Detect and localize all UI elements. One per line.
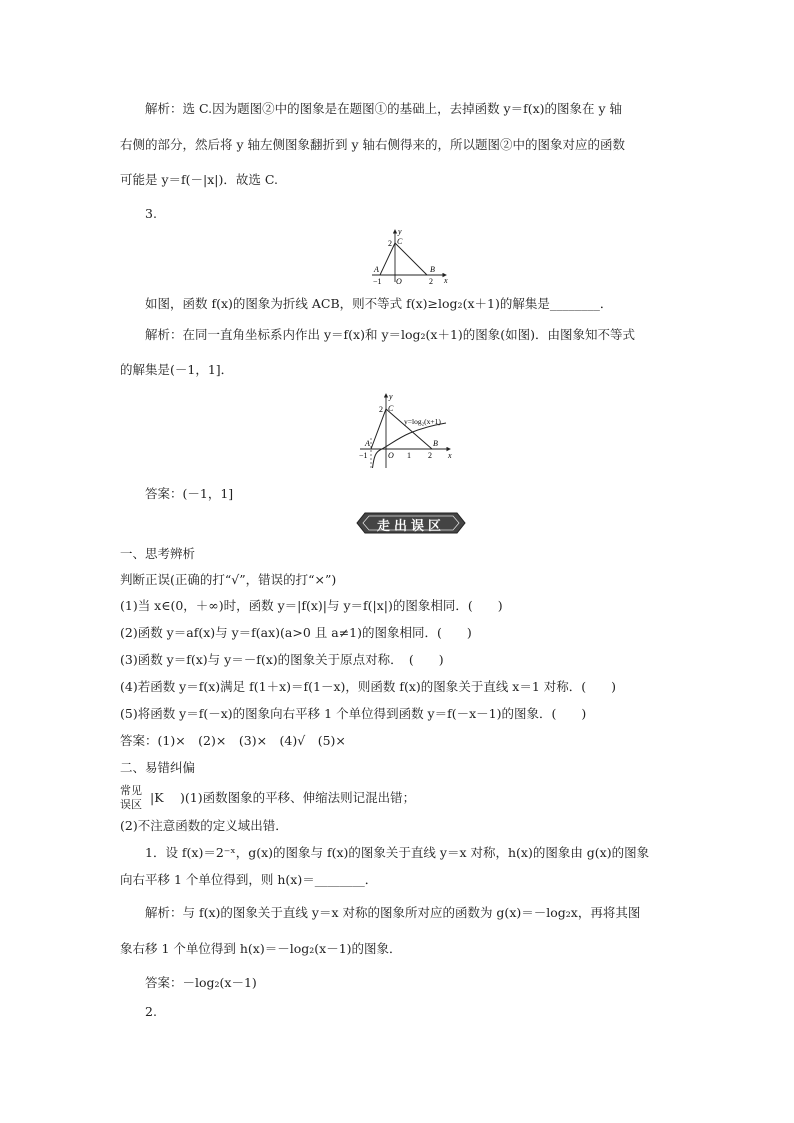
answer: 答案：(－1，1] <box>145 486 234 501</box>
solution-line: 解析：与 f(x)的图象关于直线 y＝x 对称的图象所对应的函数为 g(x)＝－log₂x，再将其图 <box>145 905 641 920</box>
answer: 答案：(1)× (2)× (3)× (4)√ (5)× <box>120 733 346 748</box>
x-axis-label: x <box>448 451 452 460</box>
solution-line: 象右移 1 个单位得到 h(x)＝－log₂(x－1)的图象． <box>120 941 402 956</box>
section-banner <box>355 510 467 536</box>
figure-polyline-and-log-curve <box>356 390 456 470</box>
solution-line: 解析：选 C.因为题图②中的图象是在题图①的基础上，去掉函数 y＝f(x)的图象在 y 轴 <box>145 101 623 116</box>
question-number: 3. <box>145 206 157 221</box>
error-point: (2)不注意函数的定义域出错． <box>120 818 288 833</box>
origin-label: O <box>388 451 394 460</box>
answer: 答案：－log₂(x－1) <box>145 975 257 990</box>
curve-label: y=log₂(x+1) <box>404 417 441 426</box>
error-tag-bottom: 误区 <box>120 798 142 811</box>
solution-line: 可能是 y＝f(－|x|)．故选 C. <box>120 172 278 187</box>
section-heading: 一、思考辨析 <box>120 546 196 561</box>
tick-label: −1 <box>373 277 382 286</box>
tick-label: 1 <box>407 451 411 460</box>
tick-label: 2 <box>388 239 392 248</box>
question-text: 如图，函数 f(x)的图象为折线 ACB，则不等式 f(x)≥log₂(x＋1)的解集是________． <box>145 296 613 311</box>
error-tag-mark: |K <box>150 790 164 805</box>
question-text: 1．设 f(x)＝2⁻ˣ，g(x)的图象与 f(x)的图象关于直线 y＝x 对称，h(x)的图象由 g(x)的图象 <box>145 845 650 860</box>
judgement-item: (2)函数 y＝af(x)与 y＝f(ax)(a>0 且 a≠1)的图象相同．( ) <box>120 625 472 640</box>
point-label: A <box>365 439 370 448</box>
point-label: C <box>388 404 394 413</box>
solution-line: 右侧的部分，然后将 y 轴左侧图象翻折到 y 轴右侧得来的，所以题图②中的图象对应的函数 <box>120 137 626 152</box>
judgement-item: (4)若函数 y＝f(x)满足 f(1＋x)＝f(1－x)，则函数 f(x)的图象关于直线 x＝1 对称．( ) <box>120 679 617 694</box>
point-label: B <box>433 439 438 448</box>
error-point: )(1)函数图象的平移、伸缩法则记混出错； <box>180 790 416 805</box>
tick-label: 2 <box>379 405 383 414</box>
section-heading: 二、易错纠偏 <box>120 760 196 775</box>
banner-title: 走出误区 <box>376 519 445 534</box>
y-axis-label: y <box>389 392 393 401</box>
y-axis-label: y <box>398 227 402 236</box>
point-label: A <box>374 265 379 274</box>
judgement-item: (1)当 x∈(0，＋∞)时，函数 y＝|f(x)|与 y＝f(|x|)的图象相同．( ) <box>120 598 503 613</box>
judgement-item: (5)将函数 y＝f(－x)的图象向右平移 1 个单位得到函数 y＝f(－x－1)的图象．( ) <box>120 706 587 721</box>
instruction: 判断正误(正确的打“√”，错误的打“×”) <box>120 572 337 587</box>
question-number: 2. <box>145 1004 157 1019</box>
judgement-item: (3)函数 y＝f(x)与 y＝－f(x)的图象关于原点对称． ( ) <box>120 652 444 667</box>
figure-polyline-acb <box>368 226 452 286</box>
tick-label: 2 <box>428 451 432 460</box>
origin-label: O <box>396 277 402 286</box>
tick-label: 2 <box>429 277 433 286</box>
solution-line: 的解集是(－1，1]． <box>120 362 234 377</box>
error-tag-top: 常见 <box>120 784 142 797</box>
question-text: 向右平移 1 个单位得到，则 h(x)＝________． <box>120 872 378 887</box>
point-label: C <box>397 237 403 246</box>
solution-line: 解析：在同一直角坐标系内作出 y＝f(x)和 y＝log₂(x＋1)的图象(如图)．由图象知不等式 <box>145 327 636 342</box>
tick-label: −1 <box>359 451 368 460</box>
x-axis-label: x <box>444 276 448 285</box>
point-label: B <box>430 265 435 274</box>
